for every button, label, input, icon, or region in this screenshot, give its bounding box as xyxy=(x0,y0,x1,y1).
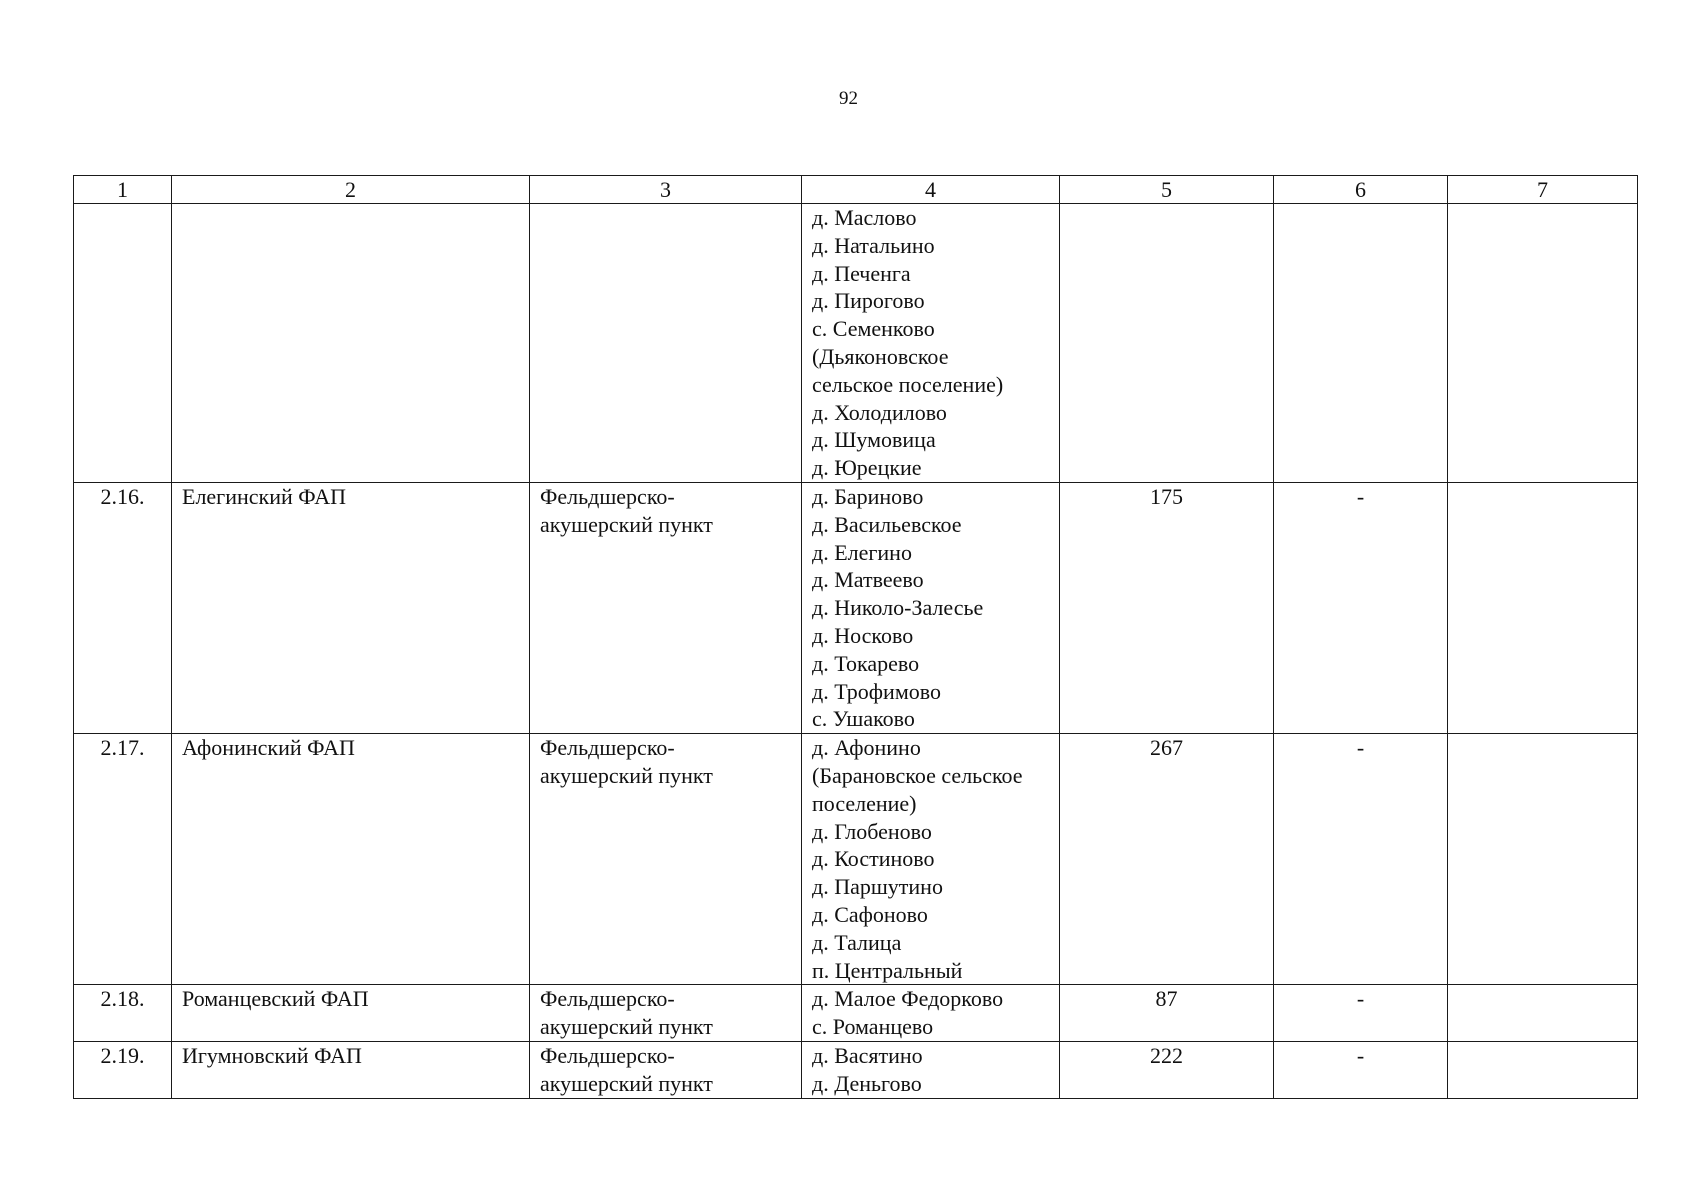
settlement: с. Ушаково xyxy=(812,706,915,732)
settlement: д. Талица xyxy=(812,929,902,955)
facilities-table xyxy=(73,175,1638,1099)
settlement: с. Семенково xyxy=(812,316,935,342)
column-6-value: - xyxy=(1274,734,1448,985)
row-number: 2.18. xyxy=(74,985,172,1042)
table-row xyxy=(74,204,1638,483)
settlement: д. Паршутино xyxy=(812,874,943,900)
column-header: 6 xyxy=(1274,176,1448,204)
column-header: 5 xyxy=(1060,176,1274,204)
table-row xyxy=(74,985,1638,1042)
population: 175 xyxy=(1060,482,1274,733)
settlement: сельское поселение) xyxy=(812,371,1004,397)
column-header: 3 xyxy=(530,176,802,204)
settlements-list xyxy=(802,482,1060,733)
facility-type xyxy=(530,1041,802,1098)
column-header: 2 xyxy=(172,176,530,204)
facility-type xyxy=(530,734,802,985)
settlement: (Дьяконовское xyxy=(812,343,949,369)
column-7-value xyxy=(1448,734,1638,985)
settlements-list xyxy=(802,204,1060,483)
column-6-value: - xyxy=(1274,985,1448,1042)
facility-name: Елегинский ФАП xyxy=(172,482,530,733)
settlement: д. Печенга xyxy=(812,260,911,286)
column-7-value xyxy=(1448,1041,1638,1098)
page-number: 92 xyxy=(839,88,858,109)
settlement: д. Сафоново xyxy=(812,901,928,927)
settlement: д. Шумовица xyxy=(812,427,936,453)
facility-type xyxy=(530,985,802,1042)
row-number: 2.19. xyxy=(74,1041,172,1098)
settlement: (Барановское сельское xyxy=(812,762,1023,788)
facility-name: Романцевский ФАП xyxy=(172,985,530,1042)
column-header: 4 xyxy=(802,176,1060,204)
table-row xyxy=(74,734,1638,985)
settlement: д. Николо-Залесье xyxy=(812,595,984,621)
facility-type-line: акушерский пункт xyxy=(540,511,713,537)
facility-type-line: Фельдшерско- xyxy=(540,986,675,1012)
facility-type-line: Фельдшерско- xyxy=(540,1042,675,1068)
population: 87 xyxy=(1060,985,1274,1042)
settlement: с. Романцево xyxy=(812,1014,934,1040)
column-7-value xyxy=(1448,482,1638,733)
population: 267 xyxy=(1060,734,1274,985)
settlement: д. Глобеново xyxy=(812,818,932,844)
settlements-list xyxy=(802,734,1060,985)
settlement: д. Костиново xyxy=(812,846,935,872)
settlement: д. Пирогово xyxy=(812,288,925,314)
settlement: п. Центральный xyxy=(812,957,963,983)
facility-type xyxy=(530,482,802,733)
facility-type-line: Фельдшерско- xyxy=(540,735,675,761)
settlement: д. Натальино xyxy=(812,232,935,258)
settlement: д. Холодилово xyxy=(812,399,947,425)
column-6-value: - xyxy=(1274,482,1448,733)
column-header: 1 xyxy=(74,176,172,204)
facility-type-line: акушерский пункт xyxy=(540,762,713,788)
table-body xyxy=(74,204,1638,1099)
population xyxy=(1060,204,1274,483)
table-row xyxy=(74,482,1638,733)
settlements-list xyxy=(802,985,1060,1042)
column-7-value xyxy=(1448,985,1638,1042)
table-row xyxy=(74,1041,1638,1098)
facility-type-line: акушерский пункт xyxy=(540,1014,713,1040)
population: 222 xyxy=(1060,1041,1274,1098)
settlement: д. Бариново xyxy=(812,483,924,509)
settlement: поселение) xyxy=(812,790,917,816)
settlement: д. Малое Федорково xyxy=(812,986,1004,1012)
settlement: д. Деньгово xyxy=(812,1070,922,1096)
facility-type-line: Фельдшерско- xyxy=(540,483,675,509)
column-6-value xyxy=(1274,204,1448,483)
settlement: д. Маслово xyxy=(812,205,917,230)
settlement: д. Афонино xyxy=(812,735,921,761)
settlement: д. Васильевское xyxy=(812,511,962,537)
facility-type-line: акушерский пункт xyxy=(540,1070,713,1096)
settlements-list xyxy=(802,1041,1060,1098)
header-row xyxy=(74,176,1638,204)
row-number: 2.17. xyxy=(74,734,172,985)
facility-name: Афонинский ФАП xyxy=(172,734,530,985)
facility-type xyxy=(530,204,802,483)
column-header: 7 xyxy=(1448,176,1638,204)
row-number xyxy=(74,204,172,483)
column-7-value xyxy=(1448,204,1638,483)
column-6-value: - xyxy=(1274,1041,1448,1098)
facility-name: Игумновский ФАП xyxy=(172,1041,530,1098)
settlement: д. Носково xyxy=(812,622,914,648)
row-number: 2.16. xyxy=(74,482,172,733)
settlement: д. Матвеево xyxy=(812,567,924,593)
settlement: д. Елегино xyxy=(812,539,912,565)
settlement: д. Юрецкие xyxy=(812,455,922,481)
settlement: д. Васятино xyxy=(812,1042,923,1068)
settlement: д. Трофимово xyxy=(812,678,941,704)
facility-name xyxy=(172,204,530,483)
settlement: д. Токарево xyxy=(812,650,920,676)
